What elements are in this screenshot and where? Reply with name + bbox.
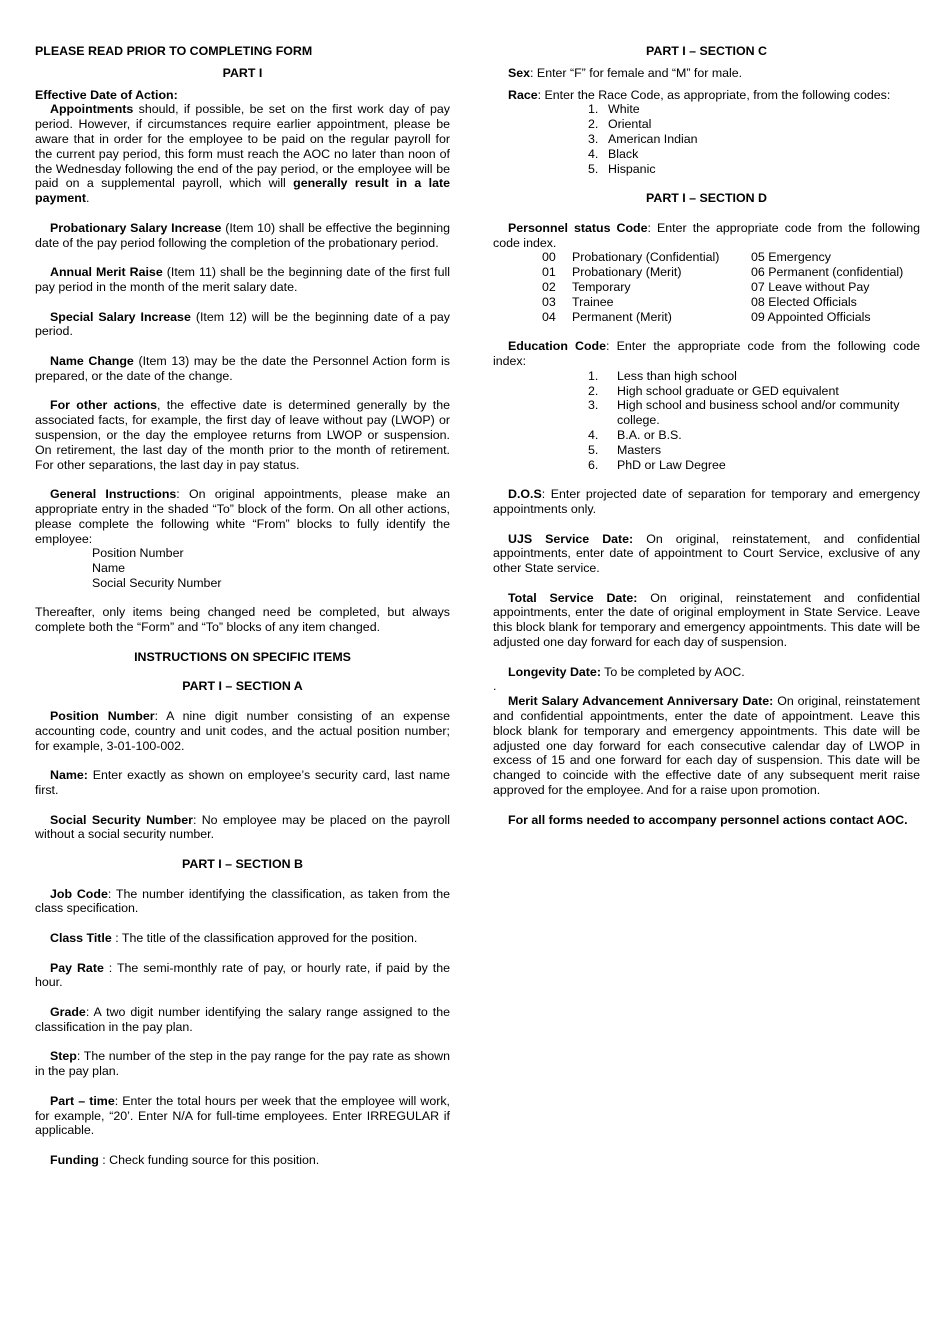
status-code-table: [542, 250, 920, 324]
ssn-paragraph: Social Security Number: No employee may be placed on the payroll without a social security number.: [35, 812, 450, 842]
appointments-paragraph: Appointments should, if possible, be set on the first work day of pay period. However, if circumstances require earlier appointment, please be aware that in order for the employee to be paid on the regular payroll for the current pay period, this form must reach the AOC no later than noon of the Wednesday following the end of the pay period, or the employee will be paid on a supplemental payroll, which will generally result in a late payment.: [35, 102, 450, 206]
total-service-paragraph: Total Service Date: On original, reinstatement and confidential appointments, enter the date of original employment in State Service. Leave this block blank for temporary and emergency appointments. This date will be adjusted one day forward for each day of suspension.: [493, 590, 920, 650]
list-item: 5. Hispanic: [588, 161, 656, 176]
footer-note: For all forms needed to accompany personnel actions contact AOC.: [508, 812, 908, 827]
dos-paragraph: D.O.S: Enter projected date of separation for temporary and emergency appointments only.: [493, 487, 920, 516]
merit-raise-paragraph: Annual Merit Raise (Item 11) shall be the beginning date of the first full pay period in the month of the merit salary date.: [35, 265, 450, 294]
list-item: 06 Permanent (confidential): [751, 265, 904, 280]
list-item: 6. PhD or Law Degree: [588, 457, 726, 472]
left-column: [35, 44, 450, 1168]
form-header: PLEASE READ PRIOR TO COMPLETING FORM: [35, 44, 313, 58]
ujs-service-paragraph: UJS Service Date: On original, reinstatement, and confidential appointments, enter date of appointment to Court Service, exclusive of any other State service.: [493, 531, 920, 576]
education-code-list: [588, 369, 918, 473]
list-item: 08 Elected Officials: [751, 294, 857, 309]
list-item: 4. B.A. or B.S.: [588, 427, 682, 442]
race-paragraph: Race: Enter the Race Code, as appropriate, from the following codes:: [508, 87, 891, 102]
longevity-paragraph: Longevity Date: To be completed by AOC.: [508, 664, 745, 679]
section-a-heading: PART I – SECTION A: [182, 679, 303, 694]
list-item: 2. Oriental: [588, 117, 652, 132]
name-change-paragraph: Name Change (Item 13) may be the date the Personnel Action form is prepared, or the date of the change.: [35, 353, 450, 383]
personnel-status-paragraph: Personnel status Code: Enter the appropriate code from the following code index.: [493, 220, 921, 250]
list-item: 2. High school graduate or GED equivalent: [588, 383, 839, 398]
list-item: Position Number: [92, 546, 184, 561]
list-item: 04 Permanent (Merit): [542, 309, 672, 324]
step-paragraph: Step: The number of the step in the pay range for the pay rate as shown in the pay plan.: [35, 1049, 450, 1079]
job-code-paragraph: Job Code: The number identifying the classification, as taken from the class specification.: [35, 886, 451, 916]
list-item: 3. American Indian: [588, 131, 698, 146]
identify-list: [92, 546, 450, 590]
special-salary-paragraph: Special Salary Increase (Item 12) will be the beginning date of a pay period.: [35, 309, 450, 339]
funding-paragraph: Funding : Check funding source for this position.: [50, 1152, 320, 1167]
merit-salary-paragraph: Merit Salary Advancement Anniversary Date: On original, reinstatement and confidential appointments, enter the date of appointment. Leave this block blank for temporary and emergency appointments. This date will be adjusted one day forward for each consecutive calendar day of LWOP in excess of 15 and one forward for each day of suspension. This date will be changed to coincide with the effective date of any subsequent merit raise approved for the employee. And for a raise upon promotion.: [493, 694, 920, 798]
right-column: [493, 44, 920, 827]
list-item: 1. White: [588, 102, 640, 117]
list-item: 5. Masters: [588, 442, 662, 457]
pay-rate-paragraph: Pay Rate : The semi-monthly rate of pay, or hourly rate, if paid by the hour.: [35, 960, 450, 990]
education-paragraph: Education Code: Enter the appropriate code from the following code index:: [493, 339, 921, 368]
list-item: 07 Leave without Pay: [751, 279, 870, 294]
part-time-paragraph: Part – time: Enter the total hours per week that the employee will work, for example, “20’. Enter N/A for full-time employees. Enter IRREGULAR if applicable.: [35, 1093, 451, 1138]
stray-mark: .: [493, 679, 497, 694]
effective-date-heading: Effective Date of Action:: [35, 87, 178, 102]
list-item: 09 Appointed Officials: [751, 309, 871, 324]
general-instructions-paragraph: General Instructions: On original appointments, please make an appropriate entry in the shaded “To” block of the form. On all other actions, please complete the following white “From” blocks to fully identify the employee:: [35, 487, 450, 546]
part-heading: PART I: [222, 65, 263, 80]
list-item: Name: [92, 561, 126, 576]
instructions-heading: INSTRUCTIONS ON SPECIFIC ITEMS: [134, 649, 351, 664]
list-item: 1. Less than high school: [588, 368, 737, 383]
grade-paragraph: Grade: A two digit number identifying the salary range assigned to the classification in the pay plan.: [35, 1005, 450, 1034]
list-item: 01 Probationary (Merit): [542, 265, 682, 280]
sex-paragraph: Sex: Enter “F” for female and “M” for male.: [508, 65, 743, 80]
thereafter-paragraph: Thereafter, only items being changed need be completed, but always complete both the “Form” and “To” blocks of any item changed.: [35, 605, 450, 635]
list-item: Social Security Number: [92, 575, 222, 590]
probationary-paragraph: Probationary Salary Increase (Item 10) shall be effective the beginning date of the pay period following the completion of the probationary period.: [35, 220, 450, 250]
class-title-paragraph: Class Title : The title of the classification approved for the position.: [50, 931, 418, 946]
list-item: 02 Temporary: [542, 279, 631, 294]
list-item: 03 Trainee: [542, 294, 614, 309]
name-paragraph: Name: Enter exactly as shown on employee’s security card, last name first.: [35, 768, 450, 798]
list-item: 3. High school and business school and/or community college.: [588, 398, 900, 428]
section-d-heading: PART I – SECTION D: [646, 191, 767, 206]
list-item: 00 Probationary (Confidential): [542, 250, 720, 265]
list-item: 05 Emergency: [751, 250, 831, 265]
other-actions-paragraph: For other actions, the effective date is determined generally by the associated facts, for example, the first day of leave without pay (LWOP) or suspension, or the day the employee returns from LWOP or suspension. On retirement, the last day of the month prior to the month of retirement. For other separations, the last day in pay status.: [35, 398, 451, 472]
section-b-heading: PART I – SECTION B: [182, 857, 303, 872]
list-item: 4. Black: [588, 146, 639, 161]
section-c-heading: PART I – SECTION C: [646, 44, 767, 58]
position-number-paragraph: Position Number: A nine digit number consisting of an expense accounting code, country and unit codes, and the actual position number; for example, 3-01-100-002.: [35, 709, 451, 753]
status-code-column-left: [542, 250, 751, 324]
status-code-column-right: [751, 250, 903, 324]
race-code-list: [588, 102, 920, 176]
